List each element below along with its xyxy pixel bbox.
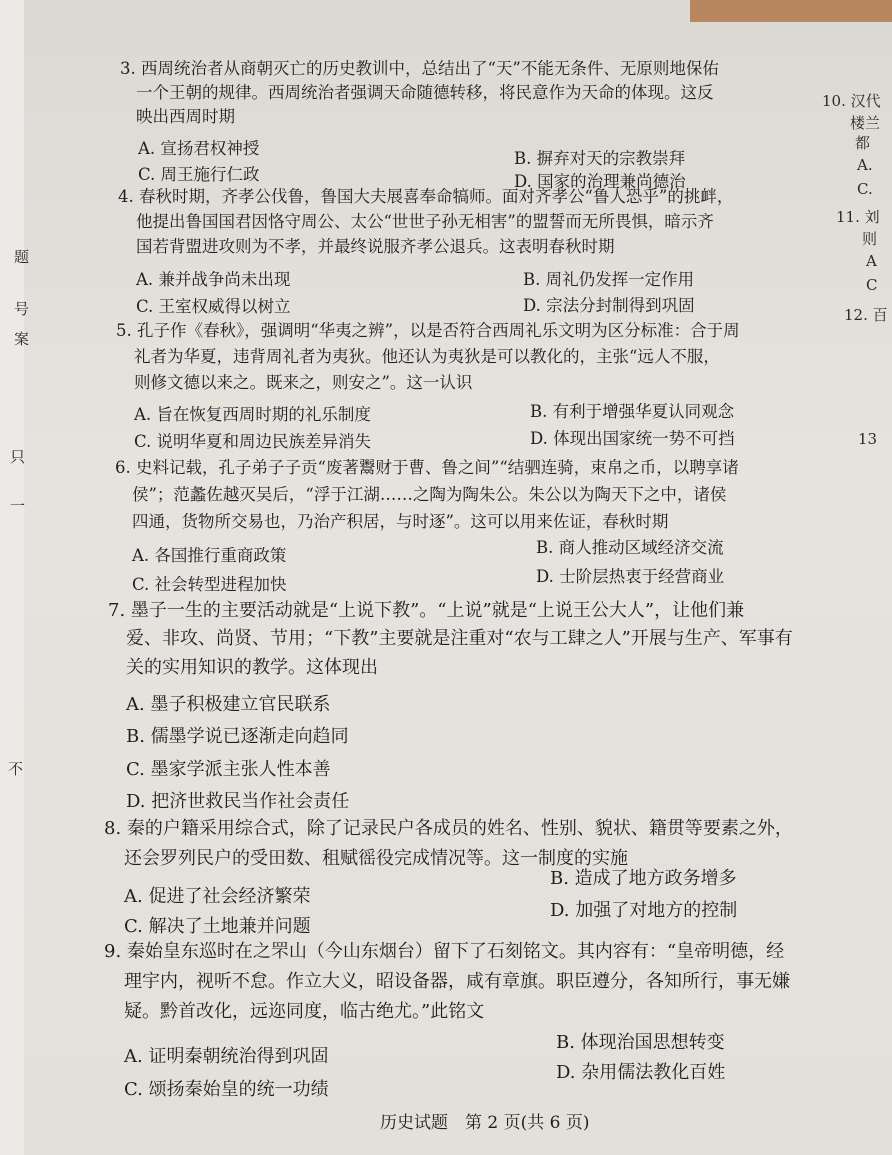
option-d: D. 国家的治理兼尚德治 [514,172,686,191]
left-margin-char: 号 [14,300,30,318]
desk-edge [690,0,892,22]
question-line: 礼者为华夏，违背周礼者为夷狄。他还认为夷狄是可以教化的，主张“远人不服， [134,347,720,366]
question-line: 理宇内，视听不怠。作立大义，昭设备器，咸有章旗。职臣遵分，各知所行，事无嫌 [124,971,790,992]
option-d: D. 加强了对地方的控制 [550,900,738,921]
option-b: B. 周礼仍发挥一定作用 [523,270,695,289]
question-line: 疑。黔首改化，远迩同度，临古绝尤。”此铭文 [124,1001,485,1022]
option-c: C. 王室权威得以树立 [136,297,291,316]
question-line: 爱、非攻、尚贤、节用；“下教”主要就是注重对“农与工肆之人”开展与生产、军事有 [126,628,793,649]
right-margin-text: 12. 百 [844,306,888,324]
question-line: 3. 西周统治者从商朝灭亡的历史教训中，总结出了“天”不能无条件、无原则地保佑 [120,59,719,78]
question-line: 9. 秦始皇东巡时在之罘山（今山东烟台）留下了石刻铭文。其内容有：“皇帝明德，经 [104,941,785,962]
left-margin-char: 题 [14,248,30,266]
question-line: 还会罗列民户的受田数、租赋徭役完成情况等。这一制度的实施 [124,848,628,869]
option-a: A. 促进了社会经济繁荣 [124,886,311,907]
option-d: D. 士阶层热衷于经营商业 [536,567,725,586]
question-line: 4. 春秋时期，齐孝公伐鲁，鲁国大夫展喜奉命犒师。面对齐孝公“鲁人恐乎”的挑衅， [118,187,734,206]
option-a: A. 旨在恢复西周时期的礼乐制度 [134,405,371,424]
right-margin-text: 都 [855,134,871,152]
option-c: C. 社会转型进程加快 [132,575,287,594]
option-c: C. 周王施行仁政 [138,165,260,184]
option-d: D. 把济世救民当作社会责任 [126,791,350,812]
right-margin-text: 11. 刘 [836,208,880,226]
option-d: D. 体现出国家统一势不可挡 [530,429,735,448]
option-b: B. 造成了地方政务增多 [550,868,737,889]
option-a: A. 兼并战争尚未出现 [136,270,291,289]
option-a: A. 各国推行重商政策 [132,546,287,565]
question-line: 5. 孔子作《春秋》，强调明“华夷之辨”，以是否符合西周礼乐文明为区分标准：合于周 [116,321,740,340]
left-margin-char: 不 [8,760,24,778]
question-line: 他提出鲁国国君因恪守周公、太公“世世子孙无相害”的盟誓而无所畏惧，暗示齐 [136,212,714,231]
option-b: B. 摒弃对天的宗教崇拜 [514,149,686,168]
question-line: 一个王朝的规律。西周统治者强调天命随德转移，将民意作为天命的体现。这反 [136,83,714,102]
option-c: C. 解决了土地兼并问题 [124,916,311,937]
page-footer: 历史试题 第 2 页(共 6 页) [380,1113,590,1133]
option-d: D. 宗法分封制得到巩固 [523,296,695,315]
option-b: B. 儒墨学说已逐渐走向趋同 [126,726,349,747]
right-margin-text: 则 [862,230,878,248]
question-line: 8. 秦的户籍采用综合式，除了记录民户各成员的姓名、性别、貌状、籍贯等要素之外， [104,818,793,839]
left-binding-strip [0,0,24,1155]
right-margin-text: C [866,276,878,294]
question-line: 关的实用知识的教学。这体现出 [126,657,378,678]
question-line: 则修文德以来之。既来之，则安之”。这一认识 [134,373,473,392]
option-c: C. 颂扬秦始皇的统一功绩 [124,1079,329,1100]
right-margin-text: A. [857,156,873,174]
right-margin-text: 13 [858,430,878,448]
right-margin-text: A [866,252,877,270]
question-line: 映出西周时期 [136,107,235,126]
option-a: A. 墨子积极建立官民联系 [126,694,331,715]
right-margin-text: 10. 汉代 [822,92,881,110]
option-c: C. 墨家学派主张人性本善 [126,759,331,780]
question-line: 国若背盟进攻则为不孝，并最终说服齐孝公退兵。这表明春秋时期 [136,237,615,256]
option-d: D. 杂用儒法教化百姓 [556,1062,726,1083]
left-margin-char: 案 [14,330,30,348]
option-b: B. 有利于增强华夏认同观念 [530,402,735,421]
question-line: 四通，货物所交易也，乃治产积居，与时逐”。这可以用来佐证，春秋时期 [132,512,669,531]
question-line: 7. 墨子一生的主要活动就是“上说下教”。“上说”就是“上说王公大人”，让他们兼 [108,600,745,621]
right-margin-text: C. [857,180,873,198]
option-a: A. 证明秦朝统治得到巩固 [124,1046,329,1067]
option-c: C. 说明华夏和周边民族差异消失 [134,432,372,451]
question-line: 侯”；范蠡佐越灭吴后，“浮于江湖……之陶为陶朱公。朱公以为陶天下之中，诸侯 [132,485,727,504]
question-line: 6. 史料记载，孔子弟子子贡“废著鬻财于曹、鲁之间”“结驷连骑，束帛之币，以聘享诸 [115,458,739,477]
left-margin-char: 一 [10,497,26,515]
option-b: B. 商人推动区域经济交流 [536,538,724,557]
option-b: B. 体现治国思想转变 [556,1032,725,1053]
left-margin-char: 只 [10,448,26,466]
right-margin-text: 楼兰 [850,114,881,132]
option-a: A. 宣扬君权神授 [138,139,260,158]
